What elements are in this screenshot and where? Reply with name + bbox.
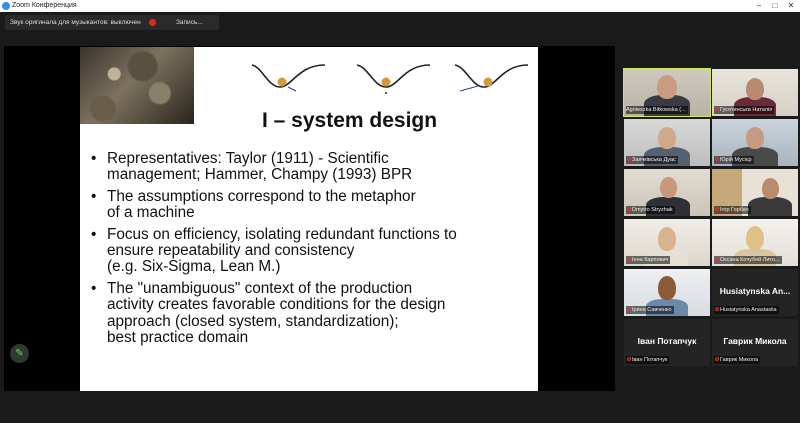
muted-mic-icon: ⊘ [714, 207, 720, 213]
muted-mic-icon: ⊘ [626, 207, 632, 213]
participant-name: Agnieszka Bitkowska (... [626, 107, 686, 113]
bullet-line: activity creates favorable conditions for the design [107, 296, 446, 314]
participant-tile[interactable] [712, 219, 798, 266]
participant-tile[interactable] [624, 119, 710, 166]
participant-tile[interactable] [624, 69, 710, 116]
participant-display-name: Іван Потапчук [637, 336, 697, 346]
participant-name-label [626, 206, 675, 214]
participant-name-label [626, 156, 678, 164]
participant-name-label [626, 256, 670, 264]
participant-name: Dmytro Stryzhak [632, 207, 673, 213]
muted-mic-icon: ⊘ [714, 107, 720, 113]
bullet-line: of a machine [107, 204, 195, 222]
bullet-icon: • [91, 225, 97, 243]
participant-name: Ірина Савченко [632, 307, 672, 313]
participant-tile[interactable] [624, 319, 710, 366]
participant-tile[interactable] [624, 269, 710, 316]
participant-tile[interactable] [712, 319, 798, 366]
bullet-line: Focus on efficiency, isolating redundant functions to [107, 225, 457, 243]
slide-bullet [90, 281, 530, 347]
participant-name: Husiatynska Anastasiia [720, 307, 777, 313]
participant-name: Заячківська Дуас [632, 157, 676, 163]
bullet-line: management; Hammer, Champy (1993) BPR [107, 166, 413, 184]
slide-title: I – system design [262, 109, 438, 132]
participant-display-name: Гаврик Микола [723, 336, 787, 346]
participant-name-label [626, 356, 669, 364]
muted-mic-icon: ⊘ [714, 157, 720, 163]
participant-name: Юрій Мусієр [720, 157, 752, 163]
muted-mic-icon: ⊘ [626, 257, 632, 263]
muted-mic-icon: ⊘ [626, 357, 632, 363]
presentation-slide [80, 47, 538, 391]
recording-icon [149, 19, 156, 26]
slide-bullet-list [90, 151, 530, 351]
bullet-line: best practice domain [107, 329, 249, 347]
window-title: Zoom Конференция [12, 2, 77, 9]
participant-name-label [626, 106, 688, 114]
title-bar [0, 0, 800, 12]
participant-name-label [714, 356, 760, 364]
participant-name: Іван Потапчук [632, 357, 668, 363]
participant-name: Гаврик Микола [720, 357, 759, 363]
close-button[interactable]: ✕ [787, 1, 795, 10]
participant-name: Оксана Кочубей Лито... [720, 257, 780, 263]
clockwork-image [80, 47, 194, 124]
bullet-line: ensure repeatability and consistency [107, 242, 355, 260]
ball-in-valley-diagrams [250, 57, 530, 97]
participant-name-label [714, 206, 751, 214]
participant-name-label [714, 306, 779, 314]
annotate-button[interactable] [10, 344, 29, 363]
bullet-line: approach (closed system, standardization); [107, 312, 399, 330]
participant-name: Інна Карпович [632, 257, 669, 263]
muted-mic-icon: ⊘ [714, 257, 720, 263]
participant-tile[interactable] [712, 69, 798, 116]
muted-mic-icon: ⊘ [714, 307, 720, 313]
bullet-icon: • [91, 150, 97, 167]
bullet-line: The assumptions correspond to the metaphor [107, 187, 416, 205]
bullet-icon: • [91, 187, 97, 205]
participant-name: Гусятинська Наталія [720, 107, 773, 113]
bullet-line: Representatives: Taylor (1911) - Scientific [107, 150, 389, 167]
participant-display-name: Husiatynska An... [719, 286, 791, 296]
muted-mic-icon: ⊘ [626, 157, 632, 163]
share-tab[interactable] [5, 15, 219, 30]
slide-bullet [90, 151, 530, 184]
participant-name: Ігор Горбач [720, 207, 749, 213]
zoom-logo-icon [2, 2, 10, 10]
bullet-line: (e.g. Six-Sigma, Lean M.) [107, 258, 281, 276]
participant-tile[interactable] [712, 119, 798, 166]
participant-tile[interactable] [624, 219, 710, 266]
participant-tile[interactable] [624, 169, 710, 216]
minimize-button[interactable]: – [756, 1, 762, 10]
slide-bullet [90, 227, 530, 276]
bullet-line: The "unambiguous" context of the production [107, 279, 413, 297]
participant-tile[interactable] [712, 169, 798, 216]
maximize-button[interactable]: □ [772, 1, 778, 10]
participant-tile[interactable] [712, 269, 798, 316]
share-tab-title: Звук оригинала для музыкантов: выключен [10, 19, 141, 26]
muted-mic-icon: ⊘ [714, 357, 720, 363]
muted-mic-icon: ⊘ [626, 307, 632, 313]
pencil-icon: ✎ [15, 348, 24, 359]
bullet-icon: • [91, 279, 97, 297]
recording-label[interactable]: Запись... [176, 19, 203, 26]
participant-name-label [626, 306, 674, 314]
slide-bullet [90, 189, 530, 222]
participant-name-label [714, 106, 774, 114]
participant-name-label [714, 256, 782, 264]
participant-name-label [714, 156, 754, 164]
